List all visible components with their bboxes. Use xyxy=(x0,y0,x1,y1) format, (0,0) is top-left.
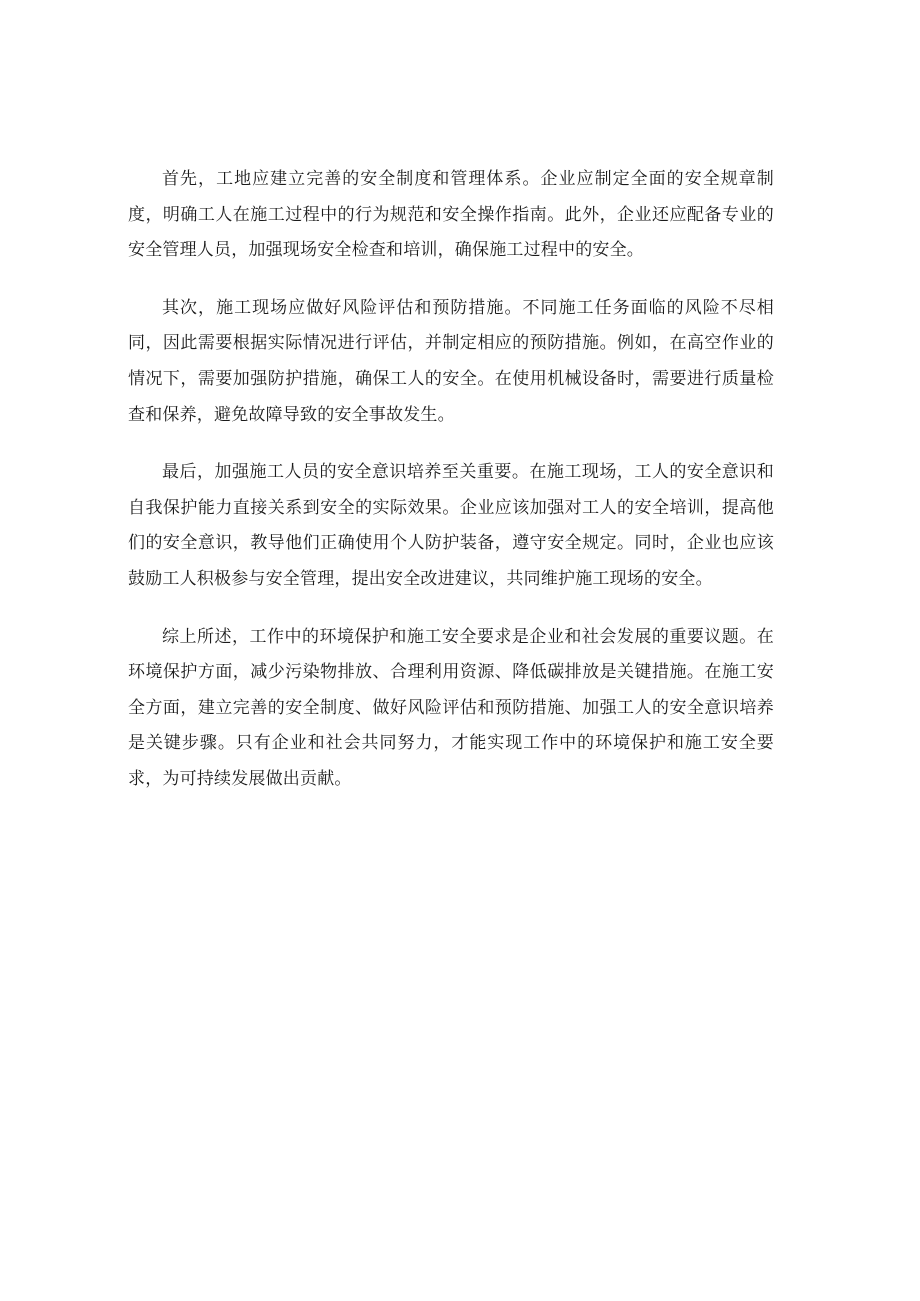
document-body xyxy=(128,162,774,820)
paragraph-safety-system: 首先，工地应建立完善的安全制度和管理体系。企业应制定全面的安全规章制度，明确工人在施工过程中的行为规范和安全操作指南。此外，企业还应配备专业的安全管理人员，加强现场安全检查和培训，确保施工过程中的安全。 xyxy=(128,169,774,261)
paragraph-safety-awareness: 最后，加强施工人员的安全意识培养至关重要。在施工现场，工人的安全意识和自我保护能力直接关系到安全的实际效果。企业应该加强对工人的安全培训，提高他们的安全意识，教导他们正确使用个人防护装备，遵守安全规定。同时，企业也应该鼓励工人积极参与安全管理，提出安全改进建议，共同维护施工现场的安全。 xyxy=(128,462,774,589)
paragraph-risk-assessment: 其次，施工现场应做好风险评估和预防措施。不同施工任务面临的风险不尽相同，因此需要根据实际情况进行评估，并制定相应的预防措施。例如，在高空作业的情况下，需要加强防护措施，确保工人的安全。在使用机械设备时，需要进行质量检查和保养，避免故障导致的安全事故发生。 xyxy=(128,297,774,425)
paragraph-conclusion: 综上所述，工作中的环境保护和施工安全要求是企业和社会发展的重要议题。在环境保护方面，减少污染物排放、合理利用资源、降低碳排放是关键措施。在施工安全方面，建立完善的安全制度、做好风险评估和预防措施、加强工人的安全意识培养是关键步骤。只有企业和社会共同努力，才能实现工作中的环境保护和施工安全要求，为可持续发展做出贡献。 xyxy=(128,626,774,789)
